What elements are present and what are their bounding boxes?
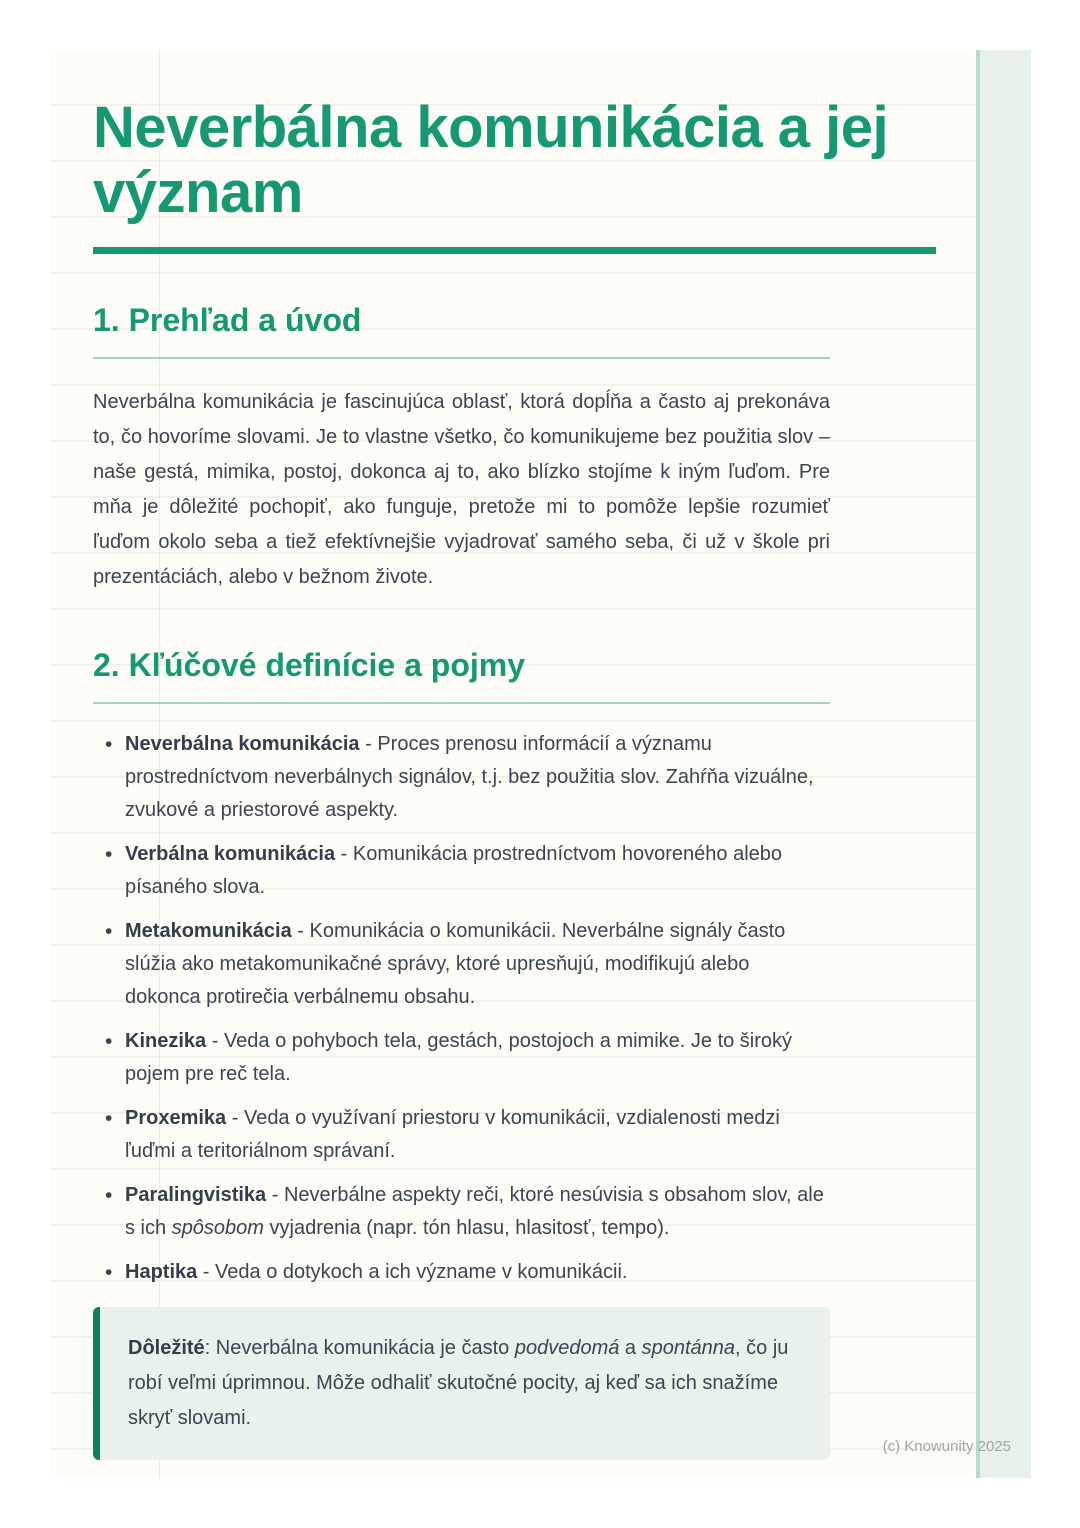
callout-text: : Neverbálna komunikácia je často bbox=[204, 1337, 515, 1359]
term-definition: Veda o pohyboch tela, gestách, postojoch a mimike. Je to široký pojem pre reč tela. bbox=[125, 1030, 793, 1085]
section-divider-1 bbox=[93, 357, 830, 359]
term-label: Metakomunikácia bbox=[125, 920, 292, 942]
term-separator: - bbox=[197, 1261, 216, 1283]
title-divider bbox=[93, 247, 936, 254]
document-page bbox=[50, 50, 1031, 1478]
definition-item bbox=[93, 1102, 830, 1168]
term-label: Proxemika bbox=[125, 1107, 227, 1129]
section-heading-1: 1. Prehľad a úvod bbox=[93, 302, 362, 338]
definition-item bbox=[93, 838, 830, 904]
footer-credit: (c) Knowunity 2025 bbox=[882, 1438, 1011, 1455]
section-divider-2 bbox=[93, 702, 830, 704]
term-separator: - bbox=[291, 920, 310, 942]
definition-item bbox=[93, 1256, 830, 1289]
term-separator: - bbox=[335, 843, 353, 865]
important-callout bbox=[93, 1307, 830, 1460]
callout-text: a bbox=[619, 1337, 642, 1359]
term-label: Kinezika bbox=[125, 1030, 207, 1052]
term-label: Paralingvistika bbox=[125, 1184, 267, 1206]
definition-item bbox=[93, 1179, 830, 1245]
section-heading-2: 2. Kľúčové definície a pojmy bbox=[93, 647, 526, 683]
term-definition: Komunikácia prostredníctvom hovoreného alebo písaného slova. bbox=[125, 843, 783, 898]
definition-item bbox=[93, 915, 830, 1014]
definition-list bbox=[93, 728, 830, 1289]
term-separator: - bbox=[359, 733, 378, 755]
definition-item bbox=[93, 728, 830, 827]
callout-italic-word: spontánna bbox=[641, 1337, 736, 1359]
term-definition: Veda o dotykoch a ich význame v komunikácii. bbox=[215, 1261, 628, 1283]
callout-label: Dôležité bbox=[128, 1337, 205, 1359]
intro-paragraph: Neverbálna komunikácia je fascinujúca oblasť, ktorá dopĺňa a často aj prekonáva to, čo hovoríme slovami. Je to vlastne všetko, čo komunikujeme bez použitia slov – naše gestá, mimika, postoj, dokonca aj to, ako blízko stojíme k iným ľuďom. Pre mňa je dôležité pochopiť, ako funguje, pretože mi to pomôže lepšie rozumieť ľuďom okolo seba a tiež efektívnejšie vyjadrovať samého seba, či už v škole pri prezentáciách, alebo v bežnom živote. bbox=[93, 391, 830, 588]
definition-item bbox=[93, 1025, 830, 1091]
term-label: Neverbálna komunikácia bbox=[125, 733, 360, 755]
callout-italic-word: podvedomá bbox=[514, 1337, 620, 1359]
page-side-strip bbox=[976, 50, 1031, 1478]
term-label: Haptika bbox=[125, 1261, 198, 1283]
term-definition: Neverbálne aspekty reči, ktoré nesúvisia s obsahom slov, ale s ich bbox=[125, 1184, 824, 1239]
term-separator: - bbox=[206, 1030, 224, 1052]
page-title: Neverbálna komunikácia a jej význam bbox=[93, 95, 889, 225]
term-definition: Komunikácia o komunikácii. Neverbálne signály často slúžia ako metakomunikačné správy, ktoré upresňujú, modifikujú alebo dokonca protirečia verbálnemu obsahu. bbox=[125, 920, 786, 1008]
term-definition-italic: spôsobom bbox=[171, 1217, 264, 1239]
term-definition: Veda o využívaní priestoru v komunikácii, vzdialenosti medzi ľuďmi a teritoriálnom správaní. bbox=[125, 1107, 780, 1162]
term-definition: vyjadrenia (napr. tón hlasu, hlasitosť, tempo). bbox=[263, 1217, 670, 1239]
term-separator: - bbox=[226, 1107, 244, 1129]
term-label: Verbálna komunikácia bbox=[125, 843, 336, 865]
term-definition: Proces prenosu informácií a významu prostredníctvom neverbálnych signálov, t.j. bez použitia slov. Zahŕňa vizuálne, zvukové a priestorové aspekty. bbox=[125, 733, 814, 821]
term-separator: - bbox=[266, 1184, 284, 1206]
callout-text: , čo ju robí veľmi úprimnou. Môže odhaliť skutočné pocity, aj keď sa ich snažíme skryť slovami. bbox=[128, 1337, 789, 1429]
